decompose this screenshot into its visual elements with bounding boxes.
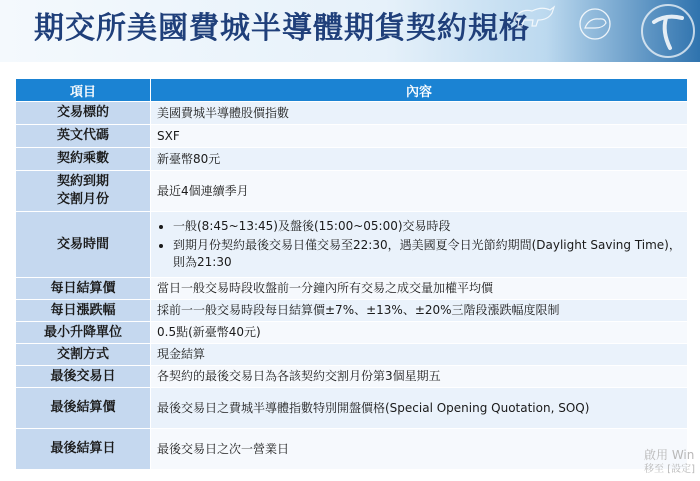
trading-hours-list <box>157 218 681 271</box>
table-row <box>16 388 688 429</box>
row-label: 契約乘數 <box>16 148 151 171</box>
row-label: 交易時間 <box>16 212 151 278</box>
row-value: SXF <box>151 125 688 148</box>
bull-icon <box>510 2 558 28</box>
page-title: 期交所美國費城半導體期貨契約規格 <box>34 11 530 46</box>
row-value: 0.5點(新臺幣40元) <box>151 322 688 344</box>
title-banner <box>0 0 700 62</box>
logo-icon <box>636 2 696 60</box>
table-row <box>16 125 688 148</box>
row-value: 最後交易日之費城半導體指數特別開盤價格(Special Opening Quotation, SOQ) <box>151 388 688 429</box>
table-row <box>16 366 688 388</box>
bear-icon <box>575 6 615 42</box>
table-row <box>16 171 688 212</box>
row-value: 各契約的最後交易日為各該契約交割月份第3個星期五 <box>151 366 688 388</box>
header-item: 項目 <box>16 79 151 102</box>
row-value: 當日一般交易時段收盤前一分鐘內所有交易之成交量加權平均價 <box>151 278 688 300</box>
list-item: • 一般(8:45~13:45)及盤後(15:00~05:00)交易時段 <box>173 218 681 235</box>
row-label: 最小升降單位 <box>16 322 151 344</box>
row-label: 英文代碼 <box>16 125 151 148</box>
row-label: 每日漲跌幅 <box>16 300 151 322</box>
list-item: • 到期月份契約最後交易日僅交易至22:30，遇美國夏令日光節約期間(Daylight Saving Time)，則為21:30 <box>173 237 681 271</box>
table-row <box>16 322 688 344</box>
table-row <box>16 300 688 322</box>
contract-spec-table <box>15 78 688 470</box>
header-content: 內容 <box>151 79 688 102</box>
row-label: 每日結算價 <box>16 278 151 300</box>
row-label: 交割方式 <box>16 344 151 366</box>
row-label: 最後結算日 <box>16 429 151 470</box>
row-value <box>151 212 688 278</box>
table-row <box>16 344 688 366</box>
row-label: 契約到期 交割月份 <box>16 171 151 212</box>
row-label: 最後交易日 <box>16 366 151 388</box>
row-label: 最後結算價 <box>16 388 151 429</box>
table-header-row <box>16 79 688 102</box>
activation-watermark: 啟用 Win <box>644 448 695 462</box>
table-row <box>16 429 688 470</box>
row-value: 新臺幣80元 <box>151 148 688 171</box>
table-row <box>16 212 688 278</box>
row-value: 現金結算 <box>151 344 688 366</box>
table-row <box>16 102 688 125</box>
table-row <box>16 278 688 300</box>
row-label: 交易標的 <box>16 102 151 125</box>
activation-watermark-sub: 移至 [設定] <box>644 464 695 475</box>
row-value: 最後交易日之次一營業日 <box>151 429 688 470</box>
row-value: 採前一一般交易時段每日結算價±7%、±13%、±20%三階段漲跌幅度限制 <box>151 300 688 322</box>
table-row <box>16 148 688 171</box>
row-value: 最近4個連續季月 <box>151 171 688 212</box>
row-value: 美國費城半導體股價指數 <box>151 102 688 125</box>
